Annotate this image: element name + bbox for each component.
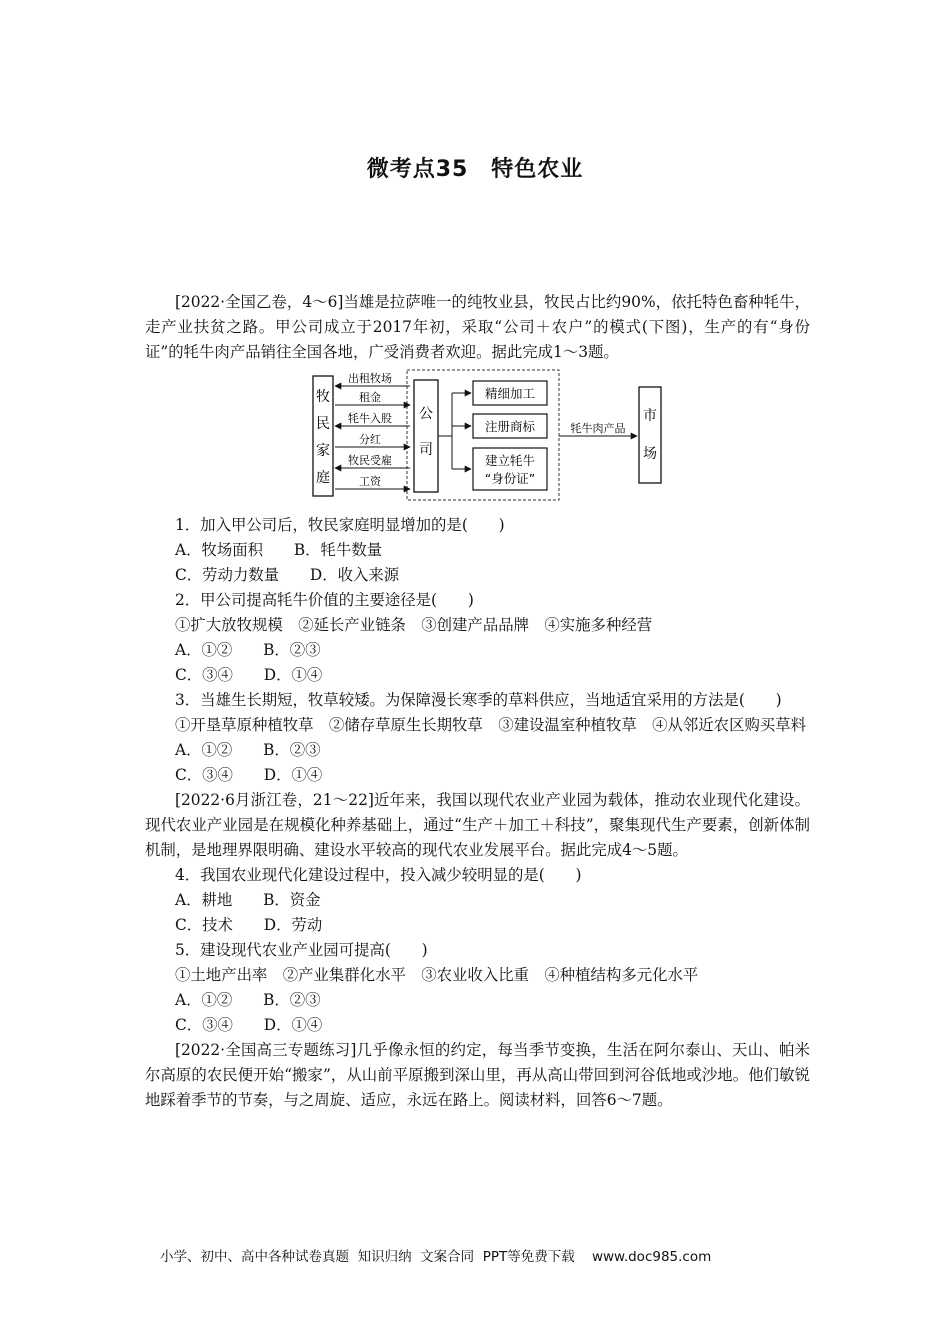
flow-label: 牦牛入股	[348, 412, 392, 425]
flow-label: 工资	[359, 475, 381, 488]
question-3-options-row2: C．③④ D．①④	[175, 766, 323, 784]
market-char: 市	[643, 408, 657, 424]
flow-label: 租金	[359, 391, 381, 404]
page-title: 微考点35 特色农业	[366, 157, 584, 182]
company-farmer-diagram	[145, 368, 810, 508]
question-5-stem: 5．建设现代农业产业园可提高( )	[175, 941, 428, 959]
question-1-options-row2: C．劳动力数量 D．收入来源	[175, 566, 400, 584]
family-char: 牧	[316, 389, 330, 405]
question-3-items: ①开垦草原种植牧草 ②储存草原生长期牧草 ③建设温室种植牧草 ④从邻近农区购买草料	[175, 716, 807, 734]
flow-label: 出租牧场	[348, 372, 392, 385]
action-label: 精细加工	[484, 386, 536, 401]
question-2-items: ①扩大放牧规模 ②延长产业链条 ③创建产品品牌 ④实施多种经营	[175, 616, 653, 634]
action-label: 注册商标	[484, 419, 536, 434]
question-2-stem: 2．甲公司提高牦牛价值的主要途径是( )	[175, 591, 474, 609]
company-char: 公	[419, 406, 433, 422]
flow-label: 牧民受雇	[348, 454, 392, 467]
family-char: 家	[316, 443, 330, 459]
question-5-options-row2: C．③④ D．①④	[175, 1016, 323, 1034]
question-2-options-row1: A．①② B．②③	[175, 641, 321, 659]
action-label: “身份证”	[484, 471, 536, 486]
document-body	[145, 290, 810, 1113]
family-char: 民	[316, 416, 330, 432]
question-3-options-row1: A．①② B．②③	[175, 741, 321, 759]
intro-paragraph-2: [2022·6月浙江卷，21～22]近年来，我国以现代农业产业园为载体，推动农业现代化建设。现代农业产业园是在规模化种养基础上，通过“生产＋加工＋科技”，聚集现代生产要素，创新体制机制，是地理界限明确、建设水平较高的现代农业发展平台。据此完成4～5题。	[145, 791, 810, 859]
question-2-options-row2: C．③④ D．①④	[175, 666, 323, 684]
intro-paragraph-3: [2022·全国高三专题练习]几乎像永恒的约定，每当季节变换，生活在阿尔泰山、天山、帕米尔高原的农民便开始“搬家”，从山前平原搬到深山里，再从高山带回到河谷低地或沙地。他们敏锐地踩着季节的节奏，与之周旋、适应，永远在路上。阅读材料，回答6～7题。	[145, 1041, 810, 1109]
company-char: 司	[419, 442, 433, 458]
question-4-options-row1: A．耕地 B．资金	[175, 891, 321, 909]
question-4-options-row2: C．技术 D．劳动	[175, 916, 323, 934]
question-5-options-row1: A．①② B．②③	[175, 991, 321, 1009]
company-box	[414, 380, 438, 492]
footer-banner: 小学、初中、高中各种试卷真题 知识归纳 文案合同 PPT等免费下载 www.doc985.com	[160, 1249, 712, 1265]
market-char: 场	[643, 446, 657, 462]
flow-label: 分红	[359, 433, 381, 446]
question-3-stem: 3．当雄生长期短，牧草较矮。为保障漫长寒季的草料供应，当地适宜采用的方法是( )	[175, 691, 782, 709]
market-box	[639, 387, 661, 483]
company-dashed-frame	[407, 370, 559, 500]
intro-paragraph-1: [2022·全国乙卷，4～6]当雄是拉萨唯一的纯牧业县，牧民占比约90%，依托特色畜种牦牛，走产业扶贫之路。甲公司成立于2017年初，采取“公司＋农户”的模式(下图)，生产的有“身份证”的牦牛肉产品销往全国各地，广受消费者欢迎。据此完成1～3题。	[145, 293, 810, 361]
diagram-svg	[310, 368, 830, 508]
product-label: 牦牛肉产品	[570, 422, 626, 435]
question-4-stem: 4．我国农业现代化建设过程中，投入减少较明显的是( )	[175, 866, 582, 884]
question-1-options-row1: A．牧场面积 B．牦牛数量	[175, 541, 383, 559]
action-label: 建立牦牛	[484, 453, 536, 468]
family-char: 庭	[316, 470, 330, 486]
question-1-stem: 1．加入甲公司后，牧民家庭明显增加的是( )	[175, 516, 505, 534]
question-5-items: ①土地产出率 ②产业集群化水平 ③农业收入比重 ④种植结构多元化水平	[175, 966, 699, 984]
